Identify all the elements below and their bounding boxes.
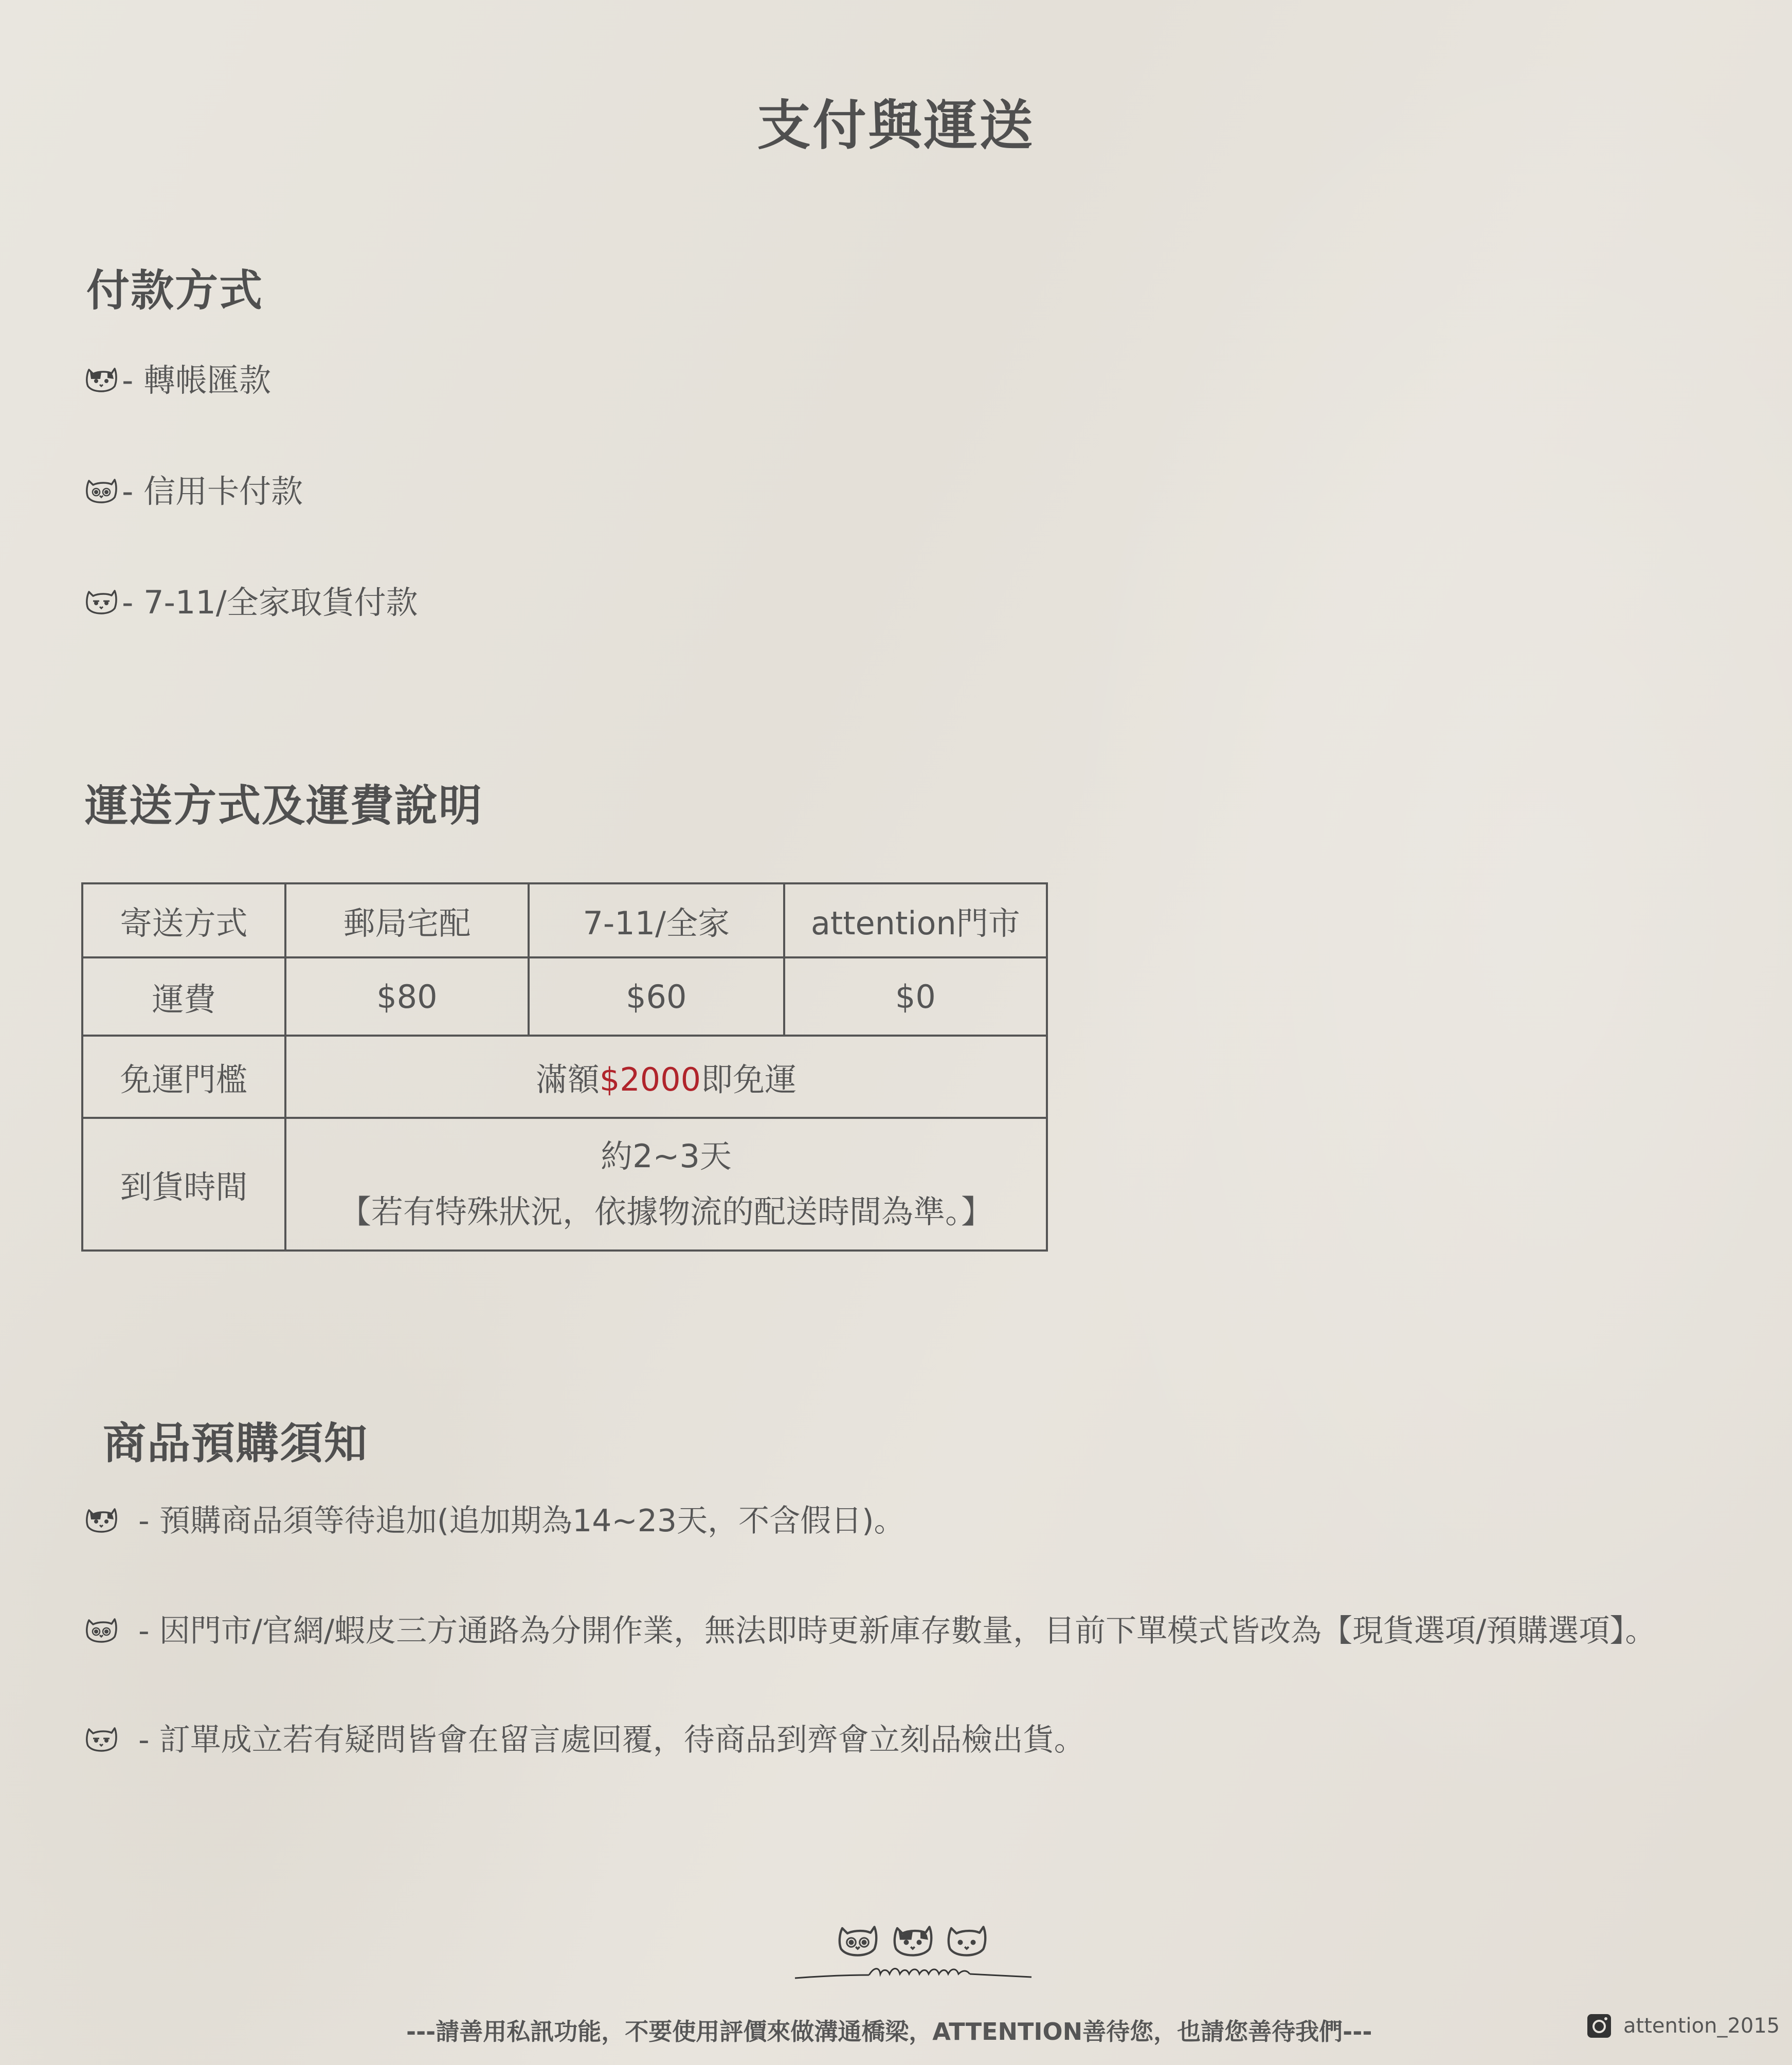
preorder-item-label: - 訂單成立若有疑問皆會在留言處回覆，待商品到齊會立刻品檢出貨。 — [138, 1722, 1085, 1758]
table-row — [82, 1118, 1047, 1251]
payment-item-transfer — [85, 355, 271, 401]
table-row — [82, 957, 1047, 1036]
preorder-item-label: - 因門市/官網/蝦皮三方通路為分開作業，無法即時更新庫存數量，目前下單模式皆改為【現貨選項/預購選項】。 — [138, 1613, 1656, 1649]
arrival-cell — [285, 1118, 1047, 1251]
preorder-heading: 商品預購須知 — [103, 1418, 369, 1469]
preorder-item-label: - 預購商品須等待追加(追加期為14~23天，不含假日)。 — [138, 1503, 905, 1539]
payment-item-credit-card — [85, 466, 303, 512]
attention-logo — [792, 1915, 1034, 1992]
free-amount: $2000 — [599, 1060, 701, 1098]
shipping-heading: 運送方式及運費說明 — [85, 781, 483, 831]
preorder-item — [85, 1606, 1656, 1651]
table-cell: attention門市 — [784, 883, 1047, 957]
preorder-item — [85, 1496, 905, 1541]
payment-heading: 付款方式 — [86, 265, 264, 316]
table-row — [82, 1036, 1047, 1118]
arrival-days: 約2~3天 — [601, 1137, 732, 1175]
table-cell: 郵局宅配 — [285, 883, 529, 957]
table-cell: $80 — [285, 957, 529, 1036]
preorder-item — [85, 1715, 1085, 1760]
payment-item-convenience-store — [85, 577, 418, 623]
calico-cat-icon — [85, 364, 118, 392]
free-suffix: 即免運 — [701, 1060, 797, 1098]
white-cat-icon — [85, 475, 118, 503]
table-cell: 7-11/全家 — [529, 883, 784, 957]
instagram-link[interactable] — [1586, 2013, 1780, 2039]
instagram-icon — [1586, 2013, 1612, 2039]
free-prefix: 滿額 — [535, 1060, 600, 1098]
table-row — [82, 883, 1047, 957]
payment-item-label: - 轉帳匯款 — [122, 361, 271, 399]
table-cell: $60 — [529, 957, 784, 1036]
shipping-table — [81, 882, 1048, 1252]
footer-notice: ---請善用私訊功能，不要使用評價來做溝通橋梁，ATTENTION善待您，也請您善待我們--- — [406, 2018, 1372, 2045]
calico-cat-icon — [85, 1504, 118, 1533]
instagram-handle: attention_2015 — [1623, 2014, 1780, 2038]
payment-item-label: - 7-11/全家取貨付款 — [122, 584, 418, 621]
page-title: 支付與運送 — [757, 94, 1035, 157]
white-cat-icon — [85, 1614, 118, 1643]
table-cell: $0 — [784, 957, 1047, 1036]
sleepy-cat-icon — [85, 586, 118, 614]
arrival-note: 【若有特殊狀況，依據物流的配送時間為準。】 — [339, 1193, 993, 1230]
payment-item-label: - 信用卡付款 — [122, 473, 303, 510]
sleepy-cat-icon — [85, 1723, 118, 1752]
free-shipping-cell — [285, 1036, 1047, 1118]
table-cell: 到貨時間 — [82, 1118, 285, 1251]
table-cell: 寄送方式 — [82, 883, 285, 957]
table-cell: 運費 — [82, 957, 285, 1036]
table-cell: 免運門檻 — [82, 1036, 285, 1118]
